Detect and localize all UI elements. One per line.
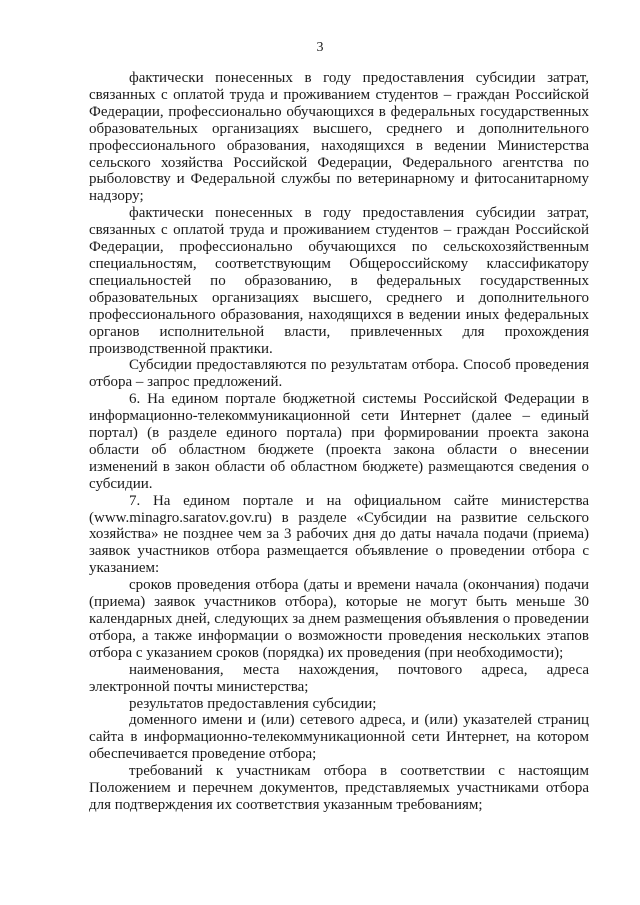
paragraph-10: требований к участникам отбора в соответствии с настоящим Положением и перечнем документов, представляемых участниками отбора для подтверждения их соответствия указанным требованиям; bbox=[89, 763, 589, 813]
paragraph-1: фактически понесенных в году предоставления субсидии затрат, связанных с оплатой труда и проживанием студентов – граждан Российской Федерации, профессионально обучающихся в федеральных государственных образовательных организациях высшего, среднего и дополнительного профессионального образования, находящихся в ведении Министерства сельского хозяйства Российской Федерации, Федерального агентства по рыболовству и Федеральной службы по ветеринарному и фитосанитарному надзору; bbox=[89, 70, 589, 205]
paragraph-8: результатов предоставления субсидии; bbox=[129, 695, 377, 712]
page-number: 3 bbox=[316, 40, 324, 55]
paragraph-2: фактически понесенных в году предоставления субсидии затрат, связанных с оплатой труда и проживанием студентов – граждан Российской Федерации, профессионально обучающихся по сельскохозяйственным специальностям, соответствующим Общероссийскому классификатору специальностей по образованию, в федеральных государственных образовательных организациях высшего, среднего и дополнительного профессионального образования, находящихся в ведении иных федеральных органов исполнительной власти, привлеченных для прохождения производственной практики. bbox=[89, 205, 589, 357]
paragraph-7: наименования, места нахождения, почтового адреса, адреса электронной почты министерства; bbox=[89, 661, 589, 695]
document-body bbox=[89, 70, 589, 814]
paragraph-4: 6. На едином портале бюджетной системы Российской Федерации в информационно-телекоммуникационной сети Интернет (далее – единый портал) (в разделе единого портала) при формировании проекта закона области об областном бюджете (проекта закона области о внесении изменений в закон области об областном бюджете) размещаются сведения о субсидии. bbox=[89, 391, 589, 492]
paragraph-9: доменного имени и (или) сетевого адреса, и (или) указателей страниц сайта в информационно-телекоммуникационной сети Интернет, на котором обеспечивается проведение отбора; bbox=[89, 712, 589, 763]
paragraph-6: сроков проведения отбора (даты и времени начала (окончания) подачи (приема) заявок участников отбора), которые не могут быть меньше 30 календарных дней, следующих за днем размещения объявления о проведении отбора, а также информации о возможности проведения нескольких этапов отбора с указанием сроков (порядка) их проведения (при необходимости); bbox=[89, 577, 589, 661]
paragraph-3: Субсидии предоставляются по результатам отбора. Способ проведения отбора – запрос предложений. bbox=[89, 357, 589, 391]
paragraph-5: 7. На едином портале и на официальном сайте министерства (www.minagro.saratov.gov.ru) в разделе «Субсидии на развитие сельского хозяйства» не позднее чем за 3 рабочих дня до даты начала подачи (приема) заявок участников отбора размещается объявление о проведении отбора с указанием: bbox=[89, 492, 589, 577]
